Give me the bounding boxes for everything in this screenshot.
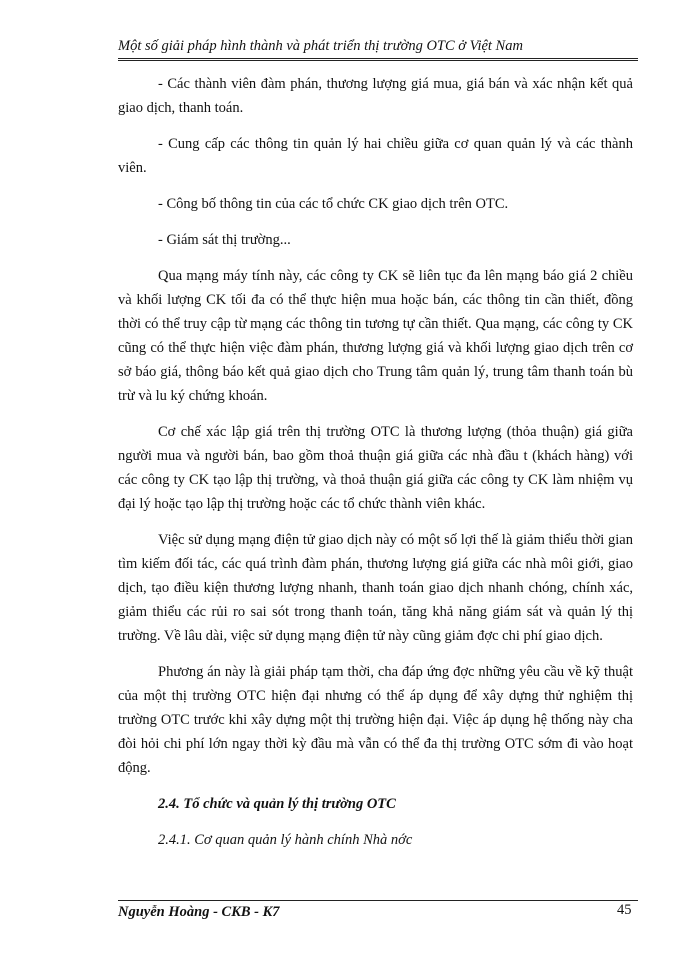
body-paragraph: Phương án này là giải pháp tạm thời, cha đáp ứng đợc những yêu cầu về kỹ thuật của một thị trường OTC hiện đại nhưng có thể áp dụng để xây dựng thử nghiệm thị trường OTC trước khi xây dựng một thị trường hiện đại. Việc áp dụng hệ thống này cha đòi hỏi chi phí lớn ngay thời kỳ đầu mà vẫn có thể đa thị trường OTC sớm đi vào hoạt động. xyxy=(118,664,633,776)
document-body xyxy=(118,72,633,852)
body-paragraph: Qua mạng máy tính này, các công ty CK sẽ liên tục đa lên mạng báo giá 2 chiều và khối lượng CK tối đa có thể thực hiện mua hoặc bán, các thông tin cần thiết, đồng thời có thể truy cập từ mạng các thông tin tương tự cần thiết. Qua mạng, các công ty CK cũng có thể thực hiện việc đàm phán, thương lượng giá và khối lượng giao dịch trên cơ sở báo giá, thông báo kết quả giao dịch cho Trung tâm quản lý, trung tâm thanh toán bù trừ và lu ký chứng khoán. xyxy=(118,268,633,404)
body-paragraph: Cơ chế xác lập giá trên thị trường OTC là thương lượng (thỏa thuận) giá giữa người mua và người bán, bao gồm thoả thuận giá giữa các nhà đầu t (khách hàng) với các công ty CK tạo lập thị trường, và thoả thuận giá giữa các công ty CK làm nhiệm vụ đại lý hoặc tạo lập thị trường hoặc các tổ chức thành viên khác. xyxy=(118,424,633,512)
bullet-item: - Các thành viên đàm phán, thương lượng giá mua, giá bán và xác nhận kết quả giao dịch, thanh toán. xyxy=(118,76,633,116)
header-divider xyxy=(118,58,638,61)
page-number: 45 xyxy=(617,902,632,918)
subsection-heading: 2.4.1. Cơ quan quản lý hành chính Nhà nớc xyxy=(158,832,413,848)
bullet-item: - Cung cấp các thông tin quản lý hai chiều giữa cơ quan quản lý và các thành viên. xyxy=(118,136,633,176)
body-paragraph: Việc sử dụng mạng điện tử giao dịch này có một số lợi thế là giảm thiểu thời gian tìm kiếm đối tác, các quá trình đàm phán, thương lượng giá giữa các nhà môi giới, giao dịch, tạo điều kiện thương lượng nhanh, thanh toán giao dịch nhanh chóng, chính xác, giảm thiểu các rủi ro sai sót trong thanh toán, tăng khả năng giám sát và quản lý thị trường. Về lâu dài, việc sử dụng mạng điện tử này cũng giảm đợc chi phí giao dịch. xyxy=(118,532,633,644)
footer-divider xyxy=(118,900,638,901)
section-heading: 2.4. Tổ chức và quản lý thị trường OTC xyxy=(158,796,396,812)
bullet-item: - Giám sát thị trường... xyxy=(158,232,291,248)
bullet-item: - Công bố thông tin của các tổ chức CK giao dịch trên OTC. xyxy=(158,196,509,212)
footer-author: Nguyễn Hoàng - CKB - K7 xyxy=(118,904,280,920)
page-header-title: Một số giải pháp hình thành và phát triển thị trường OTC ở Việt Nam xyxy=(118,38,523,54)
